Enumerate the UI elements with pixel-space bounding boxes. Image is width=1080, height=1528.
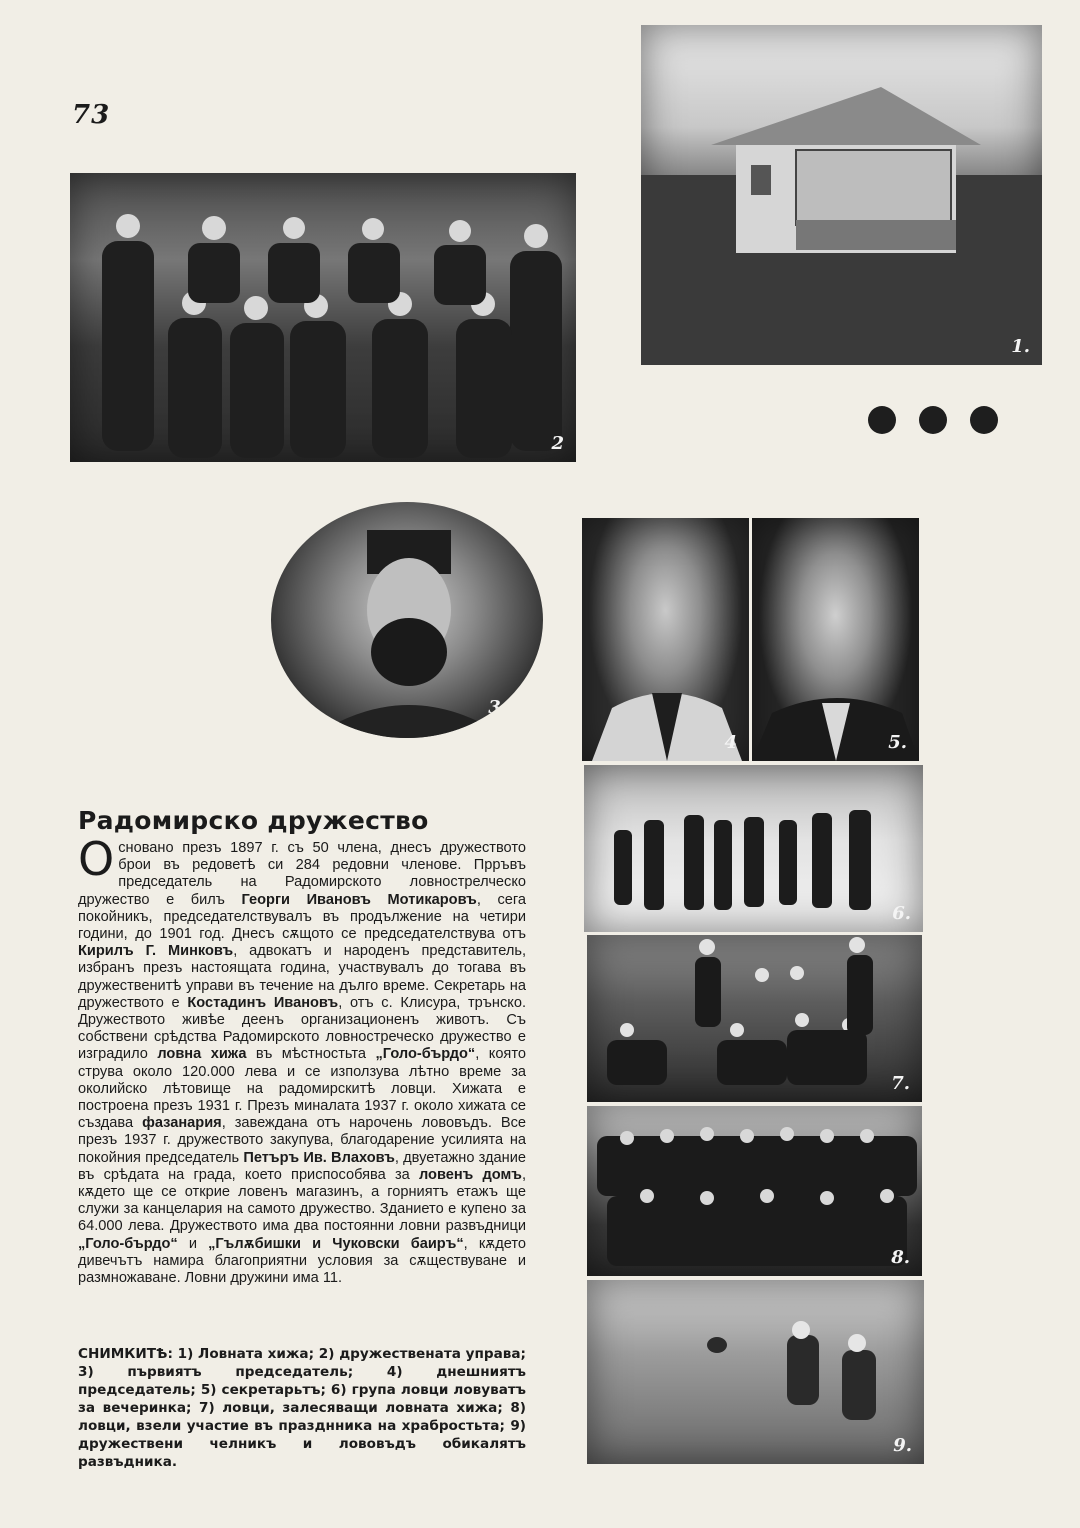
photo-hunters-group xyxy=(584,765,923,932)
body-segment: , кѫдето ще се открие ловенъ магазинъ, а горниятъ етажъ ще служи за канцелария на самото дружество. Зданието е купено за 64.000 лева. Дружеството има два постоянни ловни развъдници xyxy=(78,1166,526,1235)
photo-number-8: 8. xyxy=(891,1247,910,1268)
body-segment-bold: Георги Ивановъ Мотикаровъ xyxy=(241,891,477,908)
body-segment-bold: ловна хижа xyxy=(157,1046,247,1063)
group-figures xyxy=(70,173,576,462)
photo-secretary xyxy=(752,518,919,761)
body-segment-bold: „Голо-бърдо“ xyxy=(375,1046,476,1063)
photo-number-3: 3. xyxy=(488,697,507,718)
body-segment: , завеждана отъ нарочень лововъдъ. Все презъ 1937 г. дружеството закупува, благодарение усилията на покойния председатель xyxy=(78,1115,526,1166)
photo-captions xyxy=(78,1345,526,1471)
photo-number-4: 4 xyxy=(724,732,737,753)
body-segment: , кѫдето дивечътъ намира благоприятни условия за сѫществуване и размножаване. Ловни дружини има 11. xyxy=(78,1235,527,1287)
body-segment-bold: „Голо-бърдо“ xyxy=(78,1235,178,1252)
photo-hunters-planting xyxy=(587,935,922,1102)
drop-cap: О xyxy=(78,832,115,886)
page-number: 73 xyxy=(72,100,111,130)
photo-number-6: 6. xyxy=(892,903,911,924)
captions-text: СНИМКИТѢ: 1) Ловната хижа; 2) дружествената управа; 3) първиятъ председатель; 4) днешниятъ председатель; 5) секретарьтъ; 6) група ловци ловуватъ за вечеринка; 7) ловци, залесяващи ловната хижа; 8) ловци, взели участие въ празднника на храбростьта; 9) дружествени челникъ и лововъдъ обикалятъ развъдника. xyxy=(78,1346,526,1470)
dot-icon xyxy=(970,406,998,434)
body-segment: , двуетажно здание въ срѣдата на града, което приспособява за xyxy=(78,1149,526,1183)
hunters-figures xyxy=(584,765,923,932)
body-segment: сновано презъ 1897 г. съ 50 члена, днесъ дружеството брои въ редоветѣ си 284 редовни членове. Прръвъ председатель на Радомирското ловнострелческо дружество е билъ xyxy=(78,840,526,908)
photo-number-5: 5. xyxy=(888,732,907,753)
body-segment-bold: „Гълѫбишки и Чуковски баиръ“ xyxy=(208,1235,464,1252)
hunters-figures xyxy=(587,1280,924,1464)
photo-number-9: 9. xyxy=(893,1435,912,1456)
body-segment: , която струва около 120.000 лева и се използува лѣтно време за околийско лѣтовище на радомирскитѣ ловци. Хижата е построена презъ 1931 г. Презъ миналата 1937 г. около хижата се създава xyxy=(78,1046,526,1132)
body-segment: , отъ с. Клисура, трънско. Дружеството живѣе деенъ организационенъ животъ. Съ собствени срѣдства Радомирското ловностреческо дружество е изградило xyxy=(78,994,526,1063)
body-segment-bold: Кирилъ Г. Минковъ xyxy=(78,943,234,960)
photo-first-chairman xyxy=(271,502,543,738)
body-segment-bold: ловенъ домъ xyxy=(418,1166,522,1183)
dot-icon xyxy=(919,406,947,434)
body-segment: , сега покойникъ, председателствувалъ въ продължение на четири години, до 1901 год. Днесъ сѫщото се председателствува отъ xyxy=(78,891,526,943)
body-segment-bold: фазанария xyxy=(142,1115,222,1132)
article-body xyxy=(78,832,527,1287)
photo-number-7: 7. xyxy=(891,1073,910,1094)
body-segment: въ мѣстностьта xyxy=(246,1046,376,1063)
hunters-figures xyxy=(587,1106,922,1276)
article-title: Радомирско дружество xyxy=(78,806,429,835)
hut-drawing xyxy=(641,25,1042,365)
photo-number-2: 2 xyxy=(551,433,564,454)
photo-number-1: 1. xyxy=(1011,336,1030,357)
body-segment-bold: Петъръ Ив. Влаховъ xyxy=(243,1149,395,1166)
portrait-figure xyxy=(752,518,919,761)
photo-hunting-hut xyxy=(641,25,1042,365)
portrait-figure xyxy=(582,518,749,761)
hunters-figures xyxy=(587,935,922,1102)
photo-board-group xyxy=(70,173,576,462)
photo-bravery-celebration xyxy=(587,1106,922,1276)
body-segment: и xyxy=(177,1235,209,1252)
body-segment: , адвокатъ и народенъ представитель, избранъ презъ настоящата година, участвувалъ до тогава въ дружественитѣ управи въ течение на дълго време. Секретарь на дружеството е xyxy=(78,943,526,1011)
decorative-dots xyxy=(868,406,998,434)
dot-icon xyxy=(868,406,896,434)
photo-chief-and-breeder xyxy=(587,1280,924,1464)
body-segment-bold: Костадинъ Ивановъ xyxy=(187,994,339,1011)
photo-current-chairman xyxy=(582,518,749,761)
